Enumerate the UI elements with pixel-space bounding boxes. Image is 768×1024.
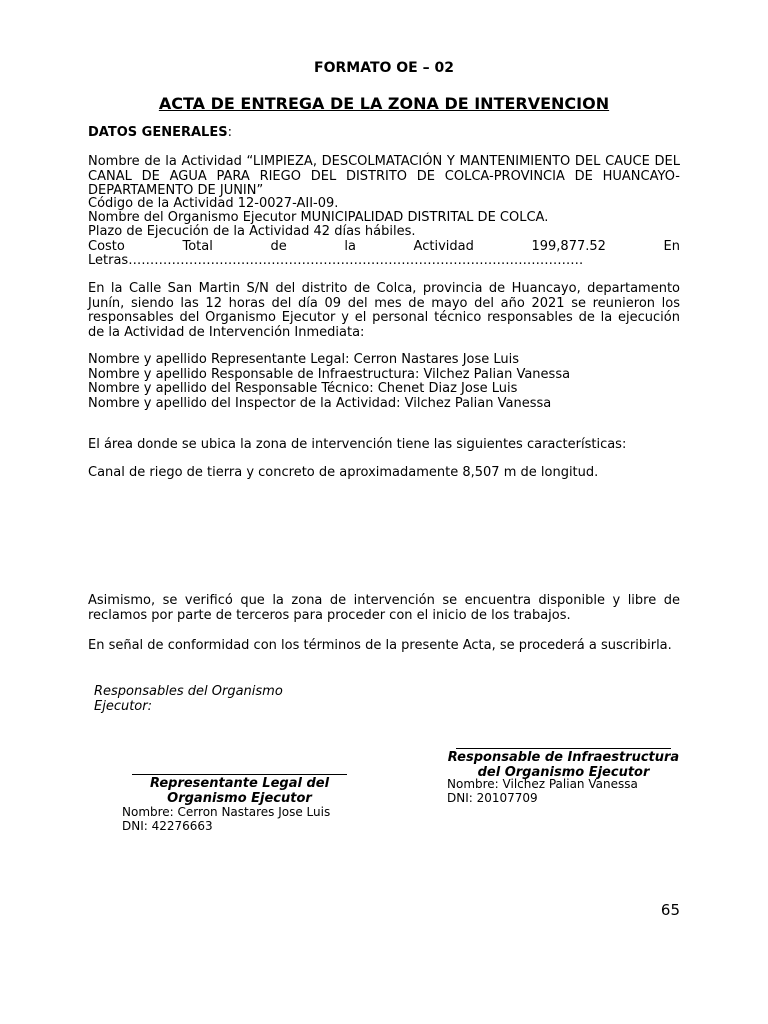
section-heading-label: DATOS GENERALES xyxy=(88,125,228,140)
signature-dni-left: DNI: 42276663 xyxy=(122,819,213,833)
signature-name-left: Nombre: Cerron Nastares Jose Luis xyxy=(122,805,331,819)
activity-cost: Costo Total de la Actividad 199,877.52 En xyxy=(88,239,680,254)
document-title-text: ACTA DE ENTREGA DE LA ZONA DE INTERVENCION xyxy=(158,94,610,113)
area-intro: El área donde se ubica la zona de intervención tiene las siguientes características: xyxy=(88,437,627,452)
signature-line-left xyxy=(132,774,347,775)
list-item: Nombre y apellido del Inspector de la Actividad: Vilchez Palian Vanessa xyxy=(88,395,552,411)
activity-name: Nombre de la Actividad “LIMPIEZA, DESCOLMATACIÓN Y MANTENIMIENTO DEL CAUCE DEL CANAL DE AGUA PARA RIEGO DEL DISTRITO DE COLCA-PROVINCIA DE HUANCAYO-DEPARTAMENTO DE JUNIN” xyxy=(88,154,680,198)
cost-in-letters: Letras…………………………………………………………………………………………… xyxy=(88,254,584,268)
signatures-heading: Responsables del Organismo Ejecutor: xyxy=(94,684,283,714)
responsibles-list xyxy=(88,353,680,411)
verification-paragraph: Asimismo, se verificó que la zona de intervención se encuentra disponible y libre de reclamos por parte de terceros para proceder con el inicio de los trabajos. xyxy=(88,593,680,623)
meeting-paragraph: En la Calle San Martin S/N del distrito de Colca, provincia de Huancayo, departamento Junín, siendo las 12 horas del día 09 del mes de mayo del año 2021 se reunieron los responsables del Organismo Ejecutor y el personal técnico responsables de la ejecución de la Actividad de Intervención Inmediata: xyxy=(88,281,680,340)
signature-name-right: Nombre: Vilchez Palian Vanessa xyxy=(447,777,638,791)
section-heading xyxy=(88,126,680,141)
signature-dni-right: DNI: 20107709 xyxy=(447,791,538,805)
list-item: Nombre y apellido del Responsable Técnico: Chenet Diaz Jose Luis xyxy=(88,381,518,396)
area-description: Canal de riego de tierra y concreto de aproximadamente 8,507 m de longitud. xyxy=(88,465,599,480)
activity-code: Código de la Actividad 12-0027-AII-09. xyxy=(88,196,339,211)
signature-title-right: Responsable de Infraestructura del Organismo Ejecutor xyxy=(447,750,680,780)
list-item: Nombre y apellido Responsable de Infraestructura: Vilchez Palian Vanessa xyxy=(88,366,571,382)
executor-name: Nombre del Organismo Ejecutor MUNICIPALIDAD DISTRITAL DE COLCA. xyxy=(88,210,549,225)
list-item: Nombre y apellido Representante Legal: Cerron Nastares Jose Luis xyxy=(88,352,520,367)
execution-term: Plazo de Ejecución de la Actividad 42 días hábiles. xyxy=(88,224,416,239)
document-title xyxy=(88,94,680,113)
section-heading-colon: : xyxy=(227,125,232,140)
signature-title-left: Representante Legal del Organismo Ejecutor xyxy=(149,776,330,806)
format-label: FORMATO OE – 02 xyxy=(314,60,454,76)
signature-line-right xyxy=(456,748,671,749)
page-number: 65 xyxy=(660,901,680,919)
conformity-paragraph: En señal de conformidad con los términos de la presente Acta, se procederá a suscribirla. xyxy=(88,638,672,653)
